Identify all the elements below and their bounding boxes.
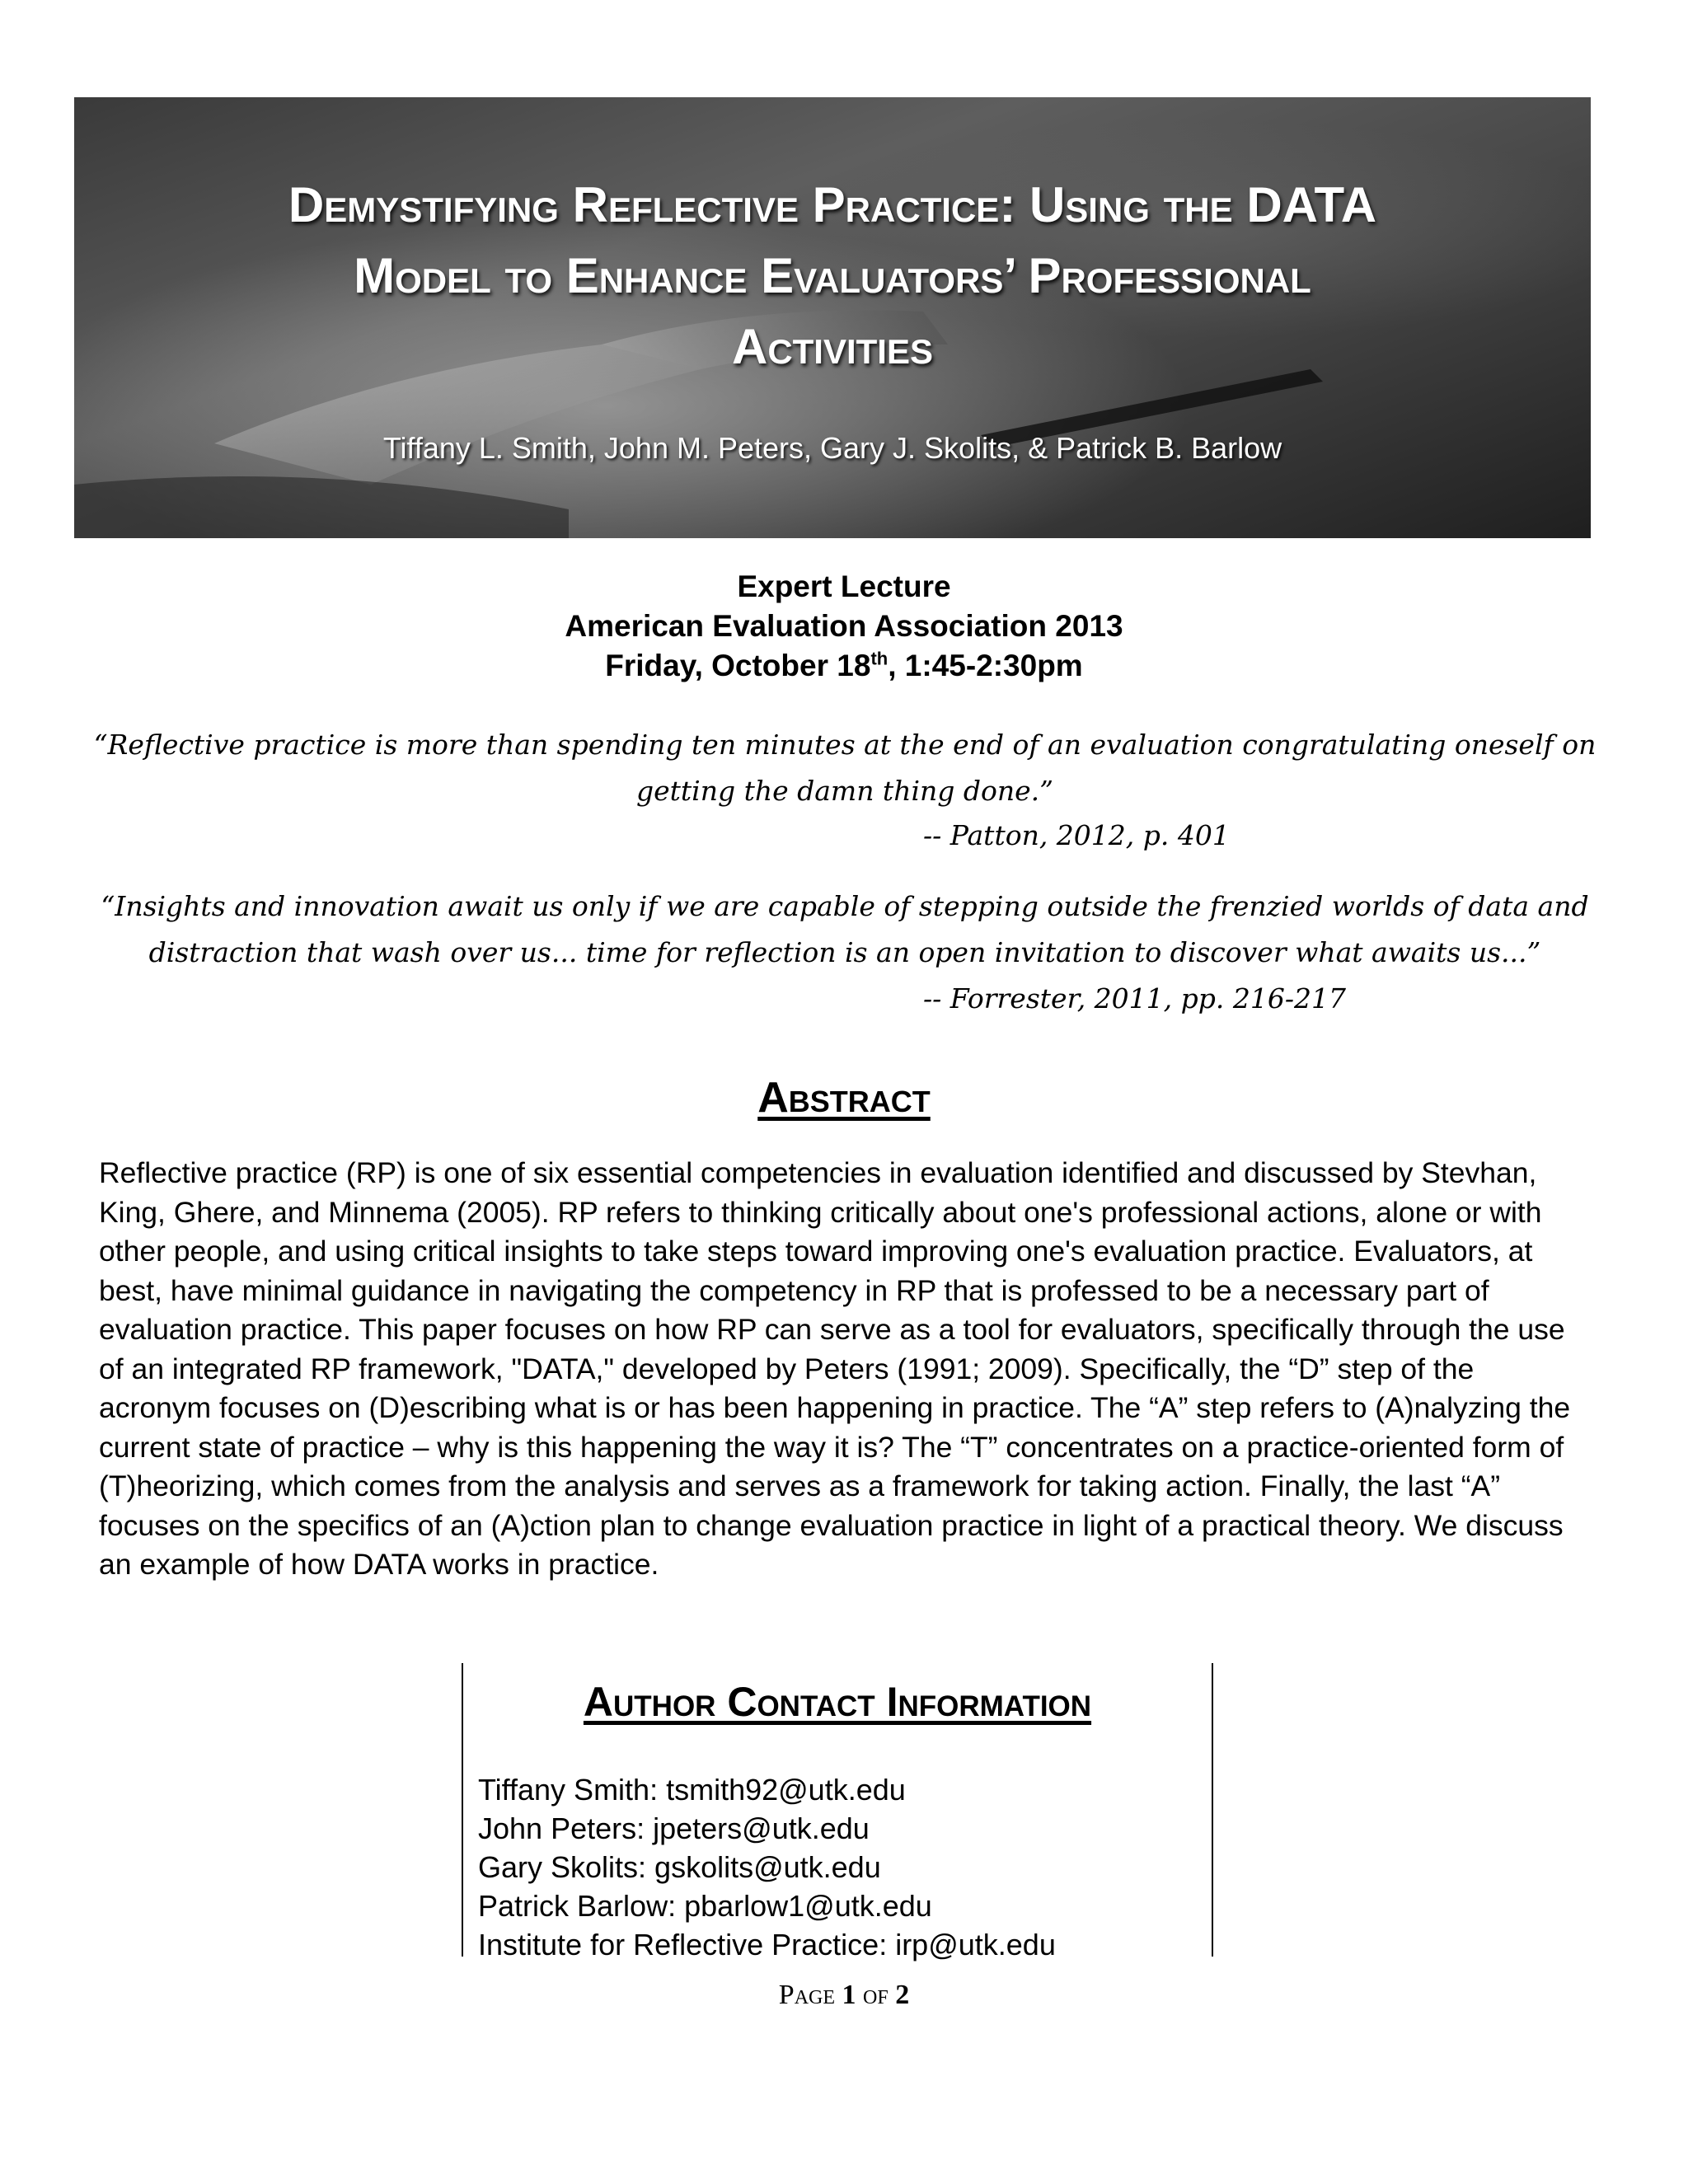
contact-info-box [462, 1663, 1213, 1961]
abstract-body: Reflective practice (RP) is one of six essential competencies in evaluation identified and discussed by Stevhan, King, Ghere, and Minnema (2005). RP refers to thinking critically about one's professional actions, alone or with other people, and using critical insights to take steps toward improving one's evaluation practice. Evaluators, at best, have minimal guidance in navigating the competency in RP that is professed to be a necessary part of evaluation practice. This paper focuses on how RP can serve as a tool for evaluators, specifically through the use of an integrated RP framework, "DATA," developed by Peters (1991; 2009). Specifically, the “D” step of the acronym focuses on (D)escribing what is or has been happening in practice. The “A” step refers to (A)nalyzing the current state of practice – why is this happening the way it is? The “T” concentrates on a practice-oriented form of (T)heorizing, which comes from the analysis and serves as a framework for taking action. Finally, the last “A” focuses on the specifics of an (A)ction plan to change evaluation practice in light of a practical theory. We discuss an example of how DATA works in practice. [99, 1156, 1571, 1581]
title-line: Activities [731, 319, 934, 374]
quote-text: “Reflective practice is more than spending ten minutes at the end of an evaluation congratulating oneself on getting the damn thing done.” [93, 729, 1597, 807]
contact-entry: Institute for Reflective Practice: irp@utk.edu [478, 1928, 1056, 1961]
quote-text: “Insights and innovation await us only if we are capable of stepping outside the frenzied worlds of data and distraction that wash over us... time for reflection is an open invitation to discover what awaits us...” [101, 890, 1589, 968]
contact-list [478, 1770, 1056, 1964]
page-word: Page [778, 1980, 836, 2010]
conference-name: American Evaluation Association 2013 [565, 609, 1123, 643]
date-prefix: Friday, October 18 [605, 649, 871, 682]
abstract-heading: Abstract [757, 1074, 931, 1122]
document-title [74, 170, 1591, 382]
contact-entry: Patrick Barlow: pbarlow1@utk.edu [478, 1889, 932, 1923]
date-superscript: th [870, 648, 889, 669]
page-total: 2 [895, 1980, 910, 2010]
of-word: of [863, 1980, 889, 2010]
date-suffix: , 1:45-2:30pm [888, 649, 1083, 682]
contact-heading: Author Contact Information [583, 1679, 1092, 1725]
contact-entry: Tiffany Smith: tsmith92@utk.edu [478, 1773, 906, 1807]
header-banner [74, 97, 1591, 538]
quote-citation: -- Forrester, 2011, pp. 216-217 [923, 982, 1346, 1015]
contact-entry: Gary Skolits: gskolits@utk.edu [478, 1850, 881, 1884]
page-current: 1 [842, 1980, 856, 2010]
page-number [0, 1980, 1688, 2011]
title-line: Demystifying Reflective Practice: Using the DATA [288, 177, 1377, 232]
event-date [0, 646, 1688, 686]
contact-entry: John Peters: jpeters@utk.edu [478, 1811, 870, 1845]
quote-citation: -- Patton, 2012, p. 401 [923, 819, 1230, 851]
event-type: Expert Lecture [737, 569, 951, 603]
title-line: Model to Enhance Evaluators’ Professional [354, 248, 1311, 303]
event-info [0, 567, 1688, 686]
author-list: Tiffany L. Smith, John M. Peters, Gary J. Skolits, & Patrick B. Barlow [382, 431, 1282, 465]
